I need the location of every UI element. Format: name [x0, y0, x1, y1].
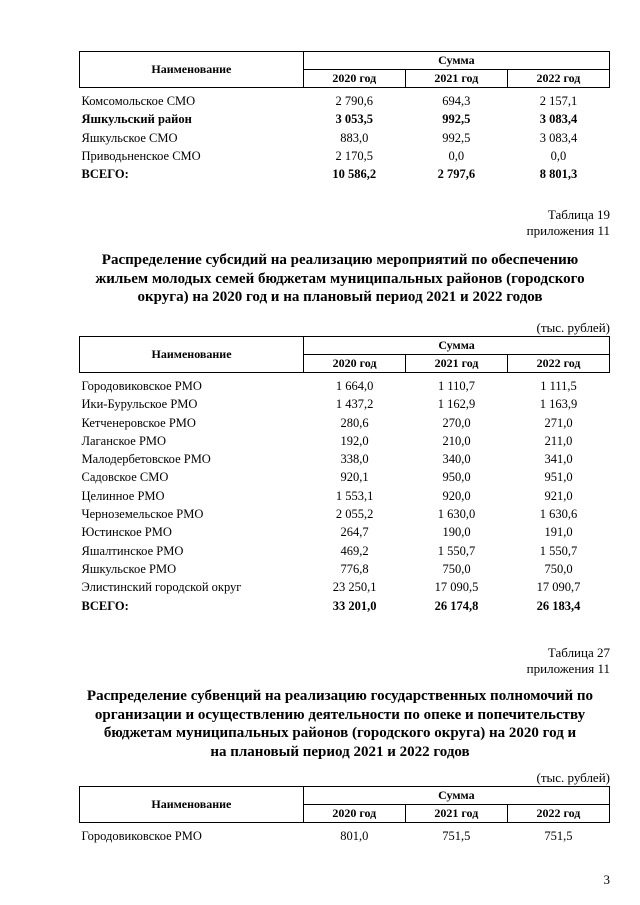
table-row: [80, 505, 610, 523]
appendix-ref: приложения 11: [526, 223, 610, 238]
value-2022: 271,0: [544, 415, 573, 430]
header-year-2022: 2022 год: [507, 70, 609, 88]
header-sum: Сумма: [304, 337, 610, 355]
value-2020: 2 170,5: [335, 148, 374, 163]
value-2020: 801,0: [340, 829, 369, 843]
units-label: (тыс. рублей): [536, 320, 610, 335]
table-row: [80, 542, 610, 560]
value-2021: 17 090,5: [434, 580, 479, 595]
header-sum: Сумма: [303, 52, 609, 70]
value-2021: 992,5: [442, 130, 471, 145]
header-year-2021: 2021 год: [406, 355, 508, 373]
table-note-19: [527, 207, 610, 239]
header-name: Наименование: [80, 337, 304, 373]
value-2020: 1 437,2: [335, 397, 374, 412]
value-2022: 341,0: [544, 452, 573, 467]
title-line: Распределение субсидий на реализацию мероприятий по обеспечению: [101, 252, 579, 268]
value-2022: 3 083,4: [539, 112, 578, 127]
header-year-2020: 2020 год: [304, 355, 406, 373]
value-2020: 264,7: [340, 525, 369, 540]
table-row: [80, 560, 610, 578]
table-number: Таблица 19: [547, 207, 610, 222]
title-line: округа) на 2020 год и на плановый период 2021 и 2022 годов: [137, 289, 543, 305]
value-2020: 23 250,1: [332, 580, 377, 595]
value-2022: 751,5: [544, 829, 573, 843]
value-2021: 1 630,0: [437, 507, 476, 522]
table-row: [80, 373, 610, 396]
value-2022: 26 183,4: [536, 598, 581, 613]
value-2022: 17 090,7: [536, 580, 581, 595]
row-name: Яшалтинское РМО: [81, 543, 184, 558]
table-row: [80, 165, 610, 183]
value-2020: 469,2: [340, 543, 369, 558]
row-name: Ики-Бурульское РМО: [81, 397, 198, 412]
value-2021: 1 162,9: [437, 397, 476, 412]
value-2020: 192,0: [340, 433, 369, 448]
value-2021: 992,5: [442, 112, 471, 127]
row-name: Приводьненское СМО: [81, 148, 201, 163]
value-2020: 1 664,0: [335, 379, 374, 393]
table-row: [80, 88, 610, 111]
table-top: [79, 51, 610, 183]
section-title-27: [70, 687, 610, 761]
value-2021: 751,5: [442, 829, 471, 843]
header-name: Наименование: [80, 52, 304, 88]
value-2022: 1 630,6: [539, 507, 578, 522]
value-2020: 10 586,2: [332, 167, 377, 182]
value-2022: 1 163,9: [539, 397, 578, 412]
page-number: 3: [603, 872, 610, 887]
row-name: Комсомольское СМО: [81, 94, 196, 108]
header-name: Наименование: [80, 787, 304, 823]
value-2020: 920,1: [340, 470, 369, 485]
table-row: [80, 597, 610, 615]
table-19: [79, 336, 610, 615]
value-2021: 0,0: [448, 148, 465, 163]
table-row: [80, 110, 610, 128]
row-name: Садовское СМО: [81, 470, 169, 485]
row-name: ВСЕГО:: [81, 167, 129, 182]
value-2020: 2 055,2: [335, 507, 374, 522]
table-number: Таблица 27: [547, 645, 610, 660]
row-name: Юстинское РМО: [81, 525, 172, 540]
row-name: Лаганское РМО: [81, 433, 167, 448]
table-body: [80, 823, 610, 846]
value-2020: 2 790,6: [335, 94, 374, 108]
row-name: Городовиковское РМО: [81, 829, 202, 843]
value-2021: 270,0: [442, 415, 471, 430]
value-2020: 33 201,0: [332, 598, 377, 613]
table-row: [80, 523, 610, 541]
value-2020: 776,8: [340, 561, 369, 576]
title-line: организации и осуществлению деятельности по опеке и попечительству: [94, 706, 586, 723]
table-row: [80, 414, 610, 432]
row-name: Малодербетовское РМО: [81, 452, 211, 467]
table-27: [79, 786, 610, 845]
row-name: Целинное РМО: [81, 488, 165, 503]
table-row: [80, 432, 610, 450]
value-2022: 1 111,5: [540, 379, 577, 393]
header-year-2021: 2021 год: [405, 805, 507, 823]
section-title-19: [70, 251, 610, 307]
value-2022: 211,0: [544, 433, 573, 448]
title-line: Распределение субвенций на реализацию государственных полномочий по: [86, 688, 594, 704]
header-year-2020: 2020 год: [303, 70, 405, 88]
title-line: жильем молодых семей бюджетам муниципальных районов (городского: [95, 270, 585, 287]
table-row: [80, 395, 610, 413]
value-2021: 1 110,7: [438, 379, 476, 393]
table-row: [80, 487, 610, 505]
row-name: Яшкульский район: [81, 112, 192, 127]
value-2021: 750,0: [442, 561, 471, 576]
units-label: (тыс. рублей): [536, 770, 610, 785]
title-line: бюджетам муниципальных районов (городского округа) на 2020 год и: [103, 725, 577, 741]
row-name: Элистинский городской округ: [81, 580, 242, 595]
value-2022: 1 550,7: [539, 543, 578, 558]
table-row: [80, 450, 610, 468]
value-2022: 921,0: [544, 488, 573, 503]
table-row: [80, 468, 610, 486]
row-name: Черноземельское РМО: [81, 507, 204, 522]
value-2022: 951,0: [544, 470, 573, 485]
table-body: [80, 88, 610, 184]
value-2022: 750,0: [544, 561, 573, 576]
row-name: Яшкульское СМО: [81, 130, 178, 145]
value-2022: 191,0: [544, 525, 573, 540]
value-2021: 210,0: [442, 433, 471, 448]
value-2020: 3 053,5: [335, 112, 374, 127]
value-2021: 920,0: [442, 488, 471, 503]
table-row: [80, 129, 610, 147]
value-2020: 280,6: [340, 415, 369, 430]
header-year-2021: 2021 год: [405, 70, 507, 88]
value-2021: 2 797,6: [437, 167, 476, 182]
table-row: [80, 578, 610, 596]
row-name: Кетченеровское РМО: [81, 415, 196, 430]
header-year-2020: 2020 год: [303, 805, 405, 823]
value-2021: 26 174,8: [434, 598, 479, 613]
value-2021: 950,0: [442, 470, 471, 485]
table-note-27: [527, 645, 610, 677]
row-name: Городовиковское РМО: [81, 379, 202, 393]
row-name: Яшкульское РМО: [81, 561, 177, 576]
row-name: ВСЕГО:: [81, 598, 129, 613]
appendix-ref: приложения 11: [526, 661, 610, 676]
table-row: [80, 147, 610, 165]
value-2020: 883,0: [340, 130, 369, 145]
value-2022: 2 157,1: [539, 94, 578, 108]
value-2022: 8 801,3: [539, 167, 578, 182]
value-2022: 3 083,4: [539, 130, 578, 145]
value-2021: 190,0: [442, 525, 471, 540]
table-body: [80, 373, 610, 615]
value-2022: 0,0: [550, 148, 567, 163]
value-2020: 1 553,1: [335, 488, 374, 503]
header-year-2022: 2022 год: [508, 355, 610, 373]
header-sum: Сумма: [303, 787, 609, 805]
value-2020: 338,0: [340, 452, 369, 467]
value-2021: 694,3: [442, 94, 471, 108]
value-2021: 1 550,7: [437, 543, 476, 558]
table-row: [80, 823, 610, 846]
value-2021: 340,0: [442, 452, 471, 467]
title-line: на плановый период 2021 и 2022 годов: [210, 743, 470, 760]
header-year-2022: 2022 год: [507, 805, 609, 823]
